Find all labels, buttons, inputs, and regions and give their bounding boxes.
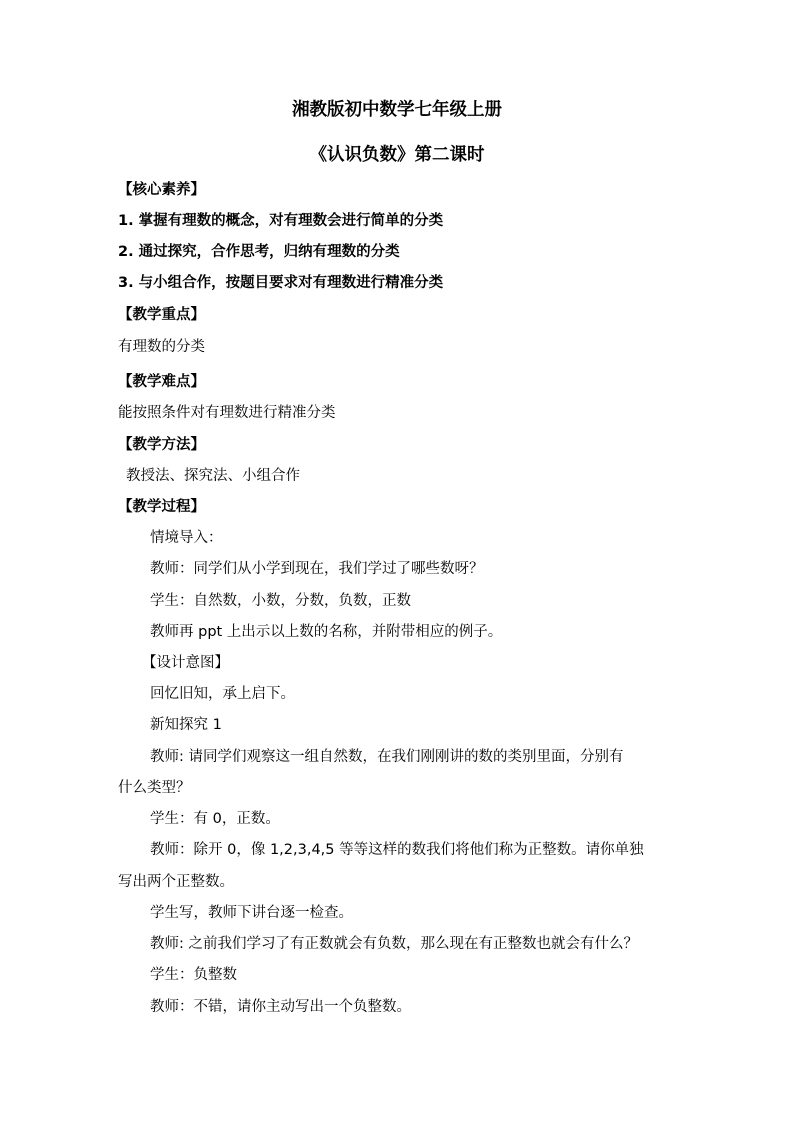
process-paragraph: 学生：自然数，小数，分数，负数，正数 xyxy=(150,593,411,609)
difficulty-text: 能按照条件对有理数进行精准分类 xyxy=(118,405,336,421)
heading-difficulty: 【教学难点】 xyxy=(118,374,205,390)
method-text: 教授法、探究法、小组合作 xyxy=(126,468,300,484)
heading-method: 【教学方法】 xyxy=(118,437,205,453)
document-subtitle: 《认识负数》第二课时 xyxy=(309,145,485,165)
heading-process: 【教学过程】 xyxy=(118,499,205,515)
process-paragraph: 教师: 请同学们观察这一组自然数，在我们刚刚讲的数的类别里面，分别有 xyxy=(150,749,624,765)
process-paragraph: 学生写，教师下讲台逐一检查。 xyxy=(150,905,353,921)
process-paragraph: 教师：除开 0，像 1,2,3,4,5 等等这样的数我们将他们称为正整数。请你单独 xyxy=(150,842,644,858)
key-point-text: 有理数的分类 xyxy=(118,339,205,355)
process-paragraph: 什么类型？ xyxy=(118,780,191,796)
process-paragraph: 学生：负整数 xyxy=(150,967,237,983)
core-literacy-item: 1. 掌握有理数的概念，对有理数会进行简单的分类 xyxy=(118,213,444,229)
process-paragraph: 教师再 ppt 上出示以上数的名称，并附带相应的例子。 xyxy=(150,624,503,640)
design-intent-heading: 【设计意图】 xyxy=(142,655,229,671)
core-literacy-item: 2. 通过探究，合作思考，归纳有理数的分类 xyxy=(118,244,400,260)
process-paragraph: 新知探究 1 xyxy=(150,717,222,733)
process-paragraph: 写出两个正整数。 xyxy=(118,874,234,890)
process-paragraph: 教师：同学们从小学到现在，我们学过了哪些数呀？ xyxy=(150,561,484,577)
process-paragraph: 教师：不错，请你主动写出一个负整数。 xyxy=(150,999,411,1015)
process-paragraph: 情境导入： xyxy=(150,530,223,546)
document-title: 湘教版初中数学七年级上册 xyxy=(292,100,502,120)
process-paragraph: 回忆旧知，承上启下。 xyxy=(150,686,295,702)
heading-key-point: 【教学重点】 xyxy=(118,307,205,323)
heading-core-literacy: 【核心素养】 xyxy=(118,182,205,198)
core-literacy-item: 3. 与小组合作，按题目要求对有理数进行精准分类 xyxy=(118,275,444,291)
process-paragraph: 教师: 之前我们学习了有正数就会有负数，那么现在有正整数也就会有什么？ xyxy=(150,936,638,952)
process-paragraph: 学生：有 0，正数。 xyxy=(150,811,280,827)
